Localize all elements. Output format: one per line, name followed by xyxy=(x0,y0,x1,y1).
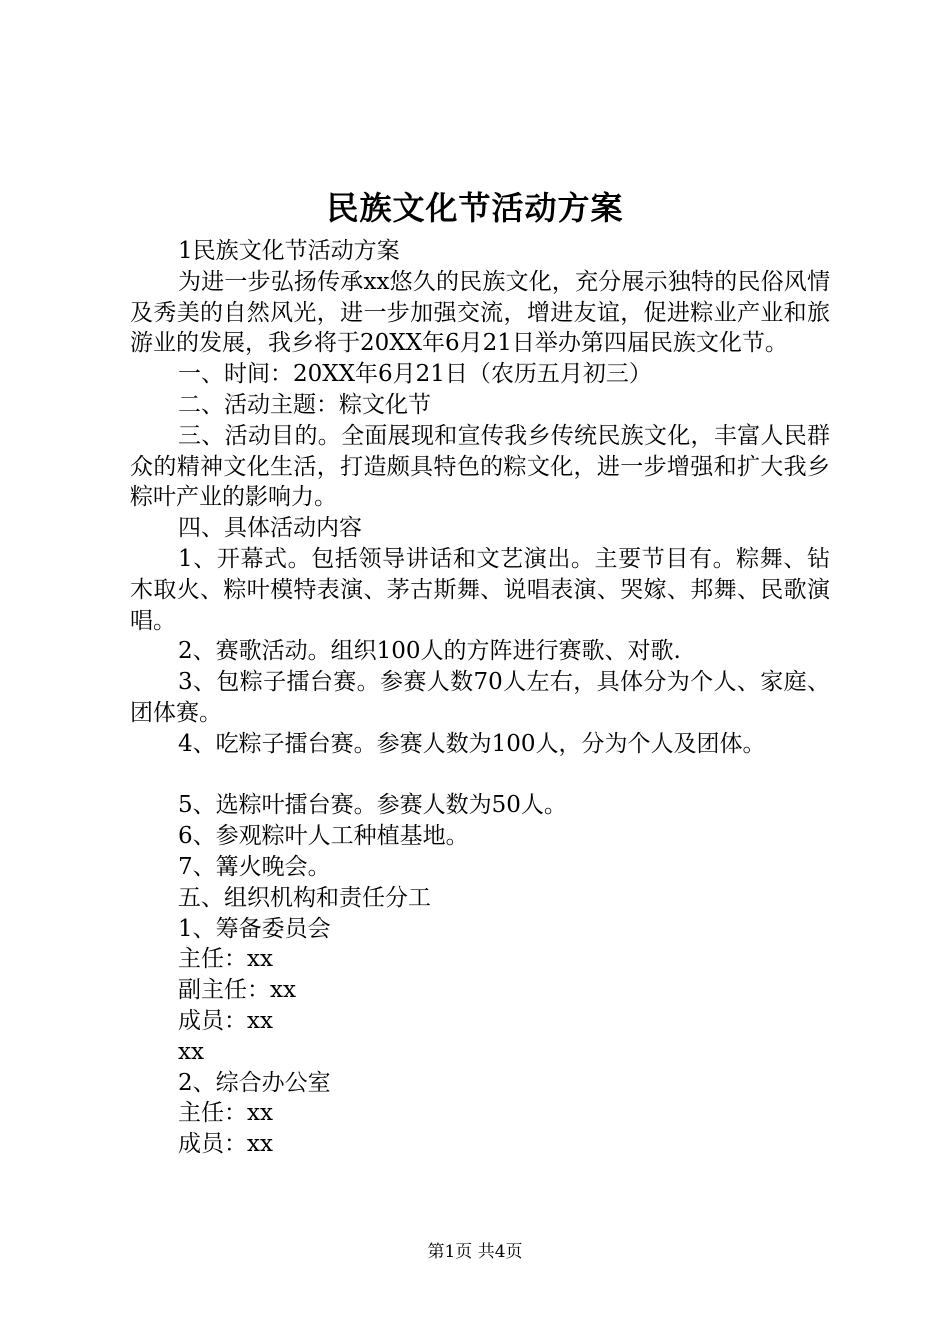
list-item: xx xyxy=(178,1038,204,1065)
document-body xyxy=(130,236,830,1160)
list-block xyxy=(130,790,830,1160)
paragraph-time: 一、时间：20XX年6月21日（农历五月初三） xyxy=(178,361,652,388)
list-item: 主任：xx xyxy=(178,1100,273,1127)
list-item: 成员：xx xyxy=(178,1007,273,1034)
paragraph-opening: 1、开幕式。包括领导讲话和文艺演出。主要节目有。粽舞、钻木取火、粽叶模特表演、茅古斯舞、说唱表演、哭嫁、邦舞、民歌演唱。 xyxy=(130,545,830,634)
list-item: 1、筹备委员会 xyxy=(178,915,331,942)
list-item: 主任：xx xyxy=(178,946,273,973)
paragraph-intro: 为进一步弘扬传承xx悠久的民族文化，充分展示独特的民俗风情及秀美的自然风光，进一步加强交流，增进友谊，促进粽业产业和旅游业的发展，我乡将于20XX年6月21日举办第四届民族文化节。 xyxy=(130,268,830,357)
page-footer: 第1页 共4页 xyxy=(427,1242,523,1262)
paragraph-purpose: 三、活动目的。全面展现和宣传我乡传统民族文化，丰富人民群众的精神文化生活，打造颇具特色的粽文化，进一步增强和扩大我乡粽叶产业的影响力。 xyxy=(130,422,830,511)
list-item: 五、组织机构和责任分工 xyxy=(178,884,431,911)
paragraph-singing: 2、赛歌活动。组织100人的方阵进行赛歌、对歌. xyxy=(178,638,681,665)
paragraph-theme: 二、活动主题：粽文化节 xyxy=(178,391,431,418)
paragraph-subtitle: 1民族文化节活动方案 xyxy=(178,238,400,264)
list-item: 5、选粽叶擂台赛。参赛人数为50人。 xyxy=(178,792,567,819)
list-item: 副主任：xx xyxy=(178,977,296,1004)
page-title: 民族文化节活动方案 xyxy=(326,189,624,227)
paragraph-wrapping-contest: 3、包粽子擂台赛。参赛人数70人左右，具体分为个人、家庭、团体赛。 xyxy=(130,669,830,726)
list-item: 2、综合办公室 xyxy=(178,1069,331,1096)
list-item: 成员：xx xyxy=(178,1131,273,1158)
paragraph-activities-heading: 四、具体活动内容 xyxy=(178,515,362,542)
list-item: 7、篝火晚会。 xyxy=(178,853,331,880)
blank-line xyxy=(130,760,830,791)
paragraph-eating-contest: 4、吃粽子擂台赛。参赛人数为100人，分为个人及团体。 xyxy=(178,730,766,757)
list-item: 6、参观粽叶人工种植基地。 xyxy=(178,823,469,850)
